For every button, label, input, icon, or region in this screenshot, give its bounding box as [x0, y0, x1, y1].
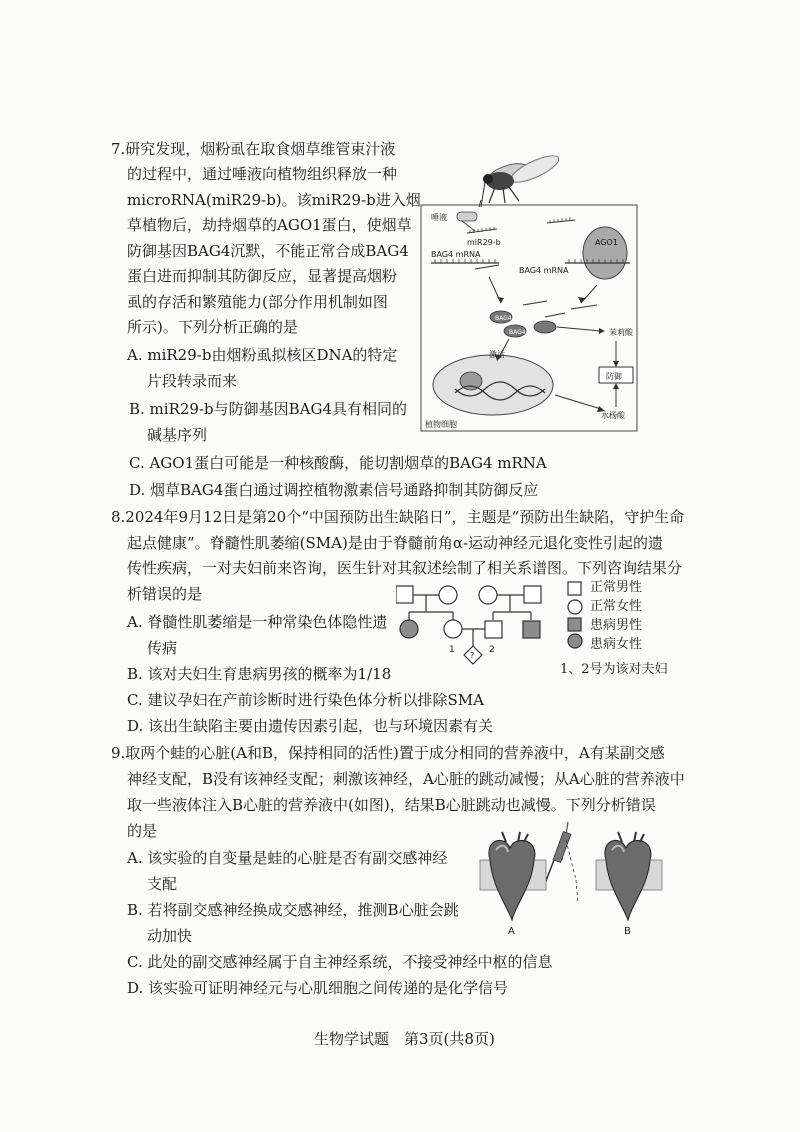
q7-line: 草植物后，劫持烟草的AGO1蛋白，使烟草 [127, 216, 412, 234]
q7-option-d: D. 烟草BAG4蛋白通过调控植物激素信号通路抑制其防御反应 [129, 481, 539, 499]
pedigree-chart [396, 576, 556, 674]
q7-option-a-cont: 片段转录而来 [147, 372, 238, 390]
plant-nucleus [433, 355, 553, 415]
q9-option-b: B. 若将副交感神经换成交感神经，推测B心脏会跳 [127, 901, 459, 919]
pedigree-unknown-mark: ? [470, 651, 475, 660]
pedigree-normal-female [439, 586, 457, 604]
bag4-mrna-bound-label: BAG4 mRNA [519, 266, 569, 275]
q9-option-a-cont: 支配 [147, 875, 178, 893]
plant-cell-label: 植物细胞 [425, 420, 457, 429]
q8-line: 起点健康”。脊髓性肌萎缩(SMA)是由于脊髓前角α-运动神经元退化变性引起的遗 [127, 534, 664, 552]
legend-affected-male: 患病男性 [590, 618, 643, 633]
mirna-label: miR29-b [467, 238, 501, 247]
pedigree-label-1: 1 [449, 645, 455, 655]
pedigree-normal-male [396, 586, 413, 603]
bag4-label: BAG4 [509, 329, 526, 336]
q8-option-a-cont: 传病 [147, 639, 178, 657]
pedigree-normal-male [524, 586, 541, 603]
q9-hearts-figure [470, 820, 670, 938]
defense-label: 防御 [606, 372, 622, 381]
heart-a-label: A [508, 926, 515, 937]
q9-option-d: D. 该实验可证明神经元与心肌细胞之间传递的是化学信号 [127, 979, 509, 997]
jasmonic-acid-label: 茉莉酸 [609, 328, 633, 337]
q7-line: 的过程中，通过唾液向植物组织释放一种 [127, 165, 398, 183]
q7-line: 7.研究发现，烟粉虱在取食烟草维管束汁液 [111, 140, 396, 158]
q7-option-b-cont: 碱基序列 [147, 426, 208, 444]
q8-line: 传性疾病，一对夫妇前来咨询，医生针对其叙述绘制了相关系谱图。下列咨询结果分 [127, 559, 683, 577]
pedigree-affected-female [400, 620, 418, 638]
q8-option-a: A. 脊髓性肌萎缩是一种常染色体隐性遗 [127, 613, 388, 631]
q7-option-b: B. miR29-b与防御基因BAG4具有相同的 [129, 400, 408, 418]
pedigree-affected-male [523, 621, 540, 638]
q9-line: 的是 [127, 822, 158, 840]
pedigree-normal-female [479, 586, 497, 604]
q7-line: 防御基因BAG4沉默，不能正常合成BAG4 [127, 242, 409, 260]
q9-option-b-cont: 动加快 [147, 927, 193, 945]
q7-option-a: A. miR29-b由烟粉虱拟核区DNA的特定 [127, 346, 398, 364]
page-footer: 生物学试题 第3页(共8页) [314, 1030, 495, 1048]
heart-b [596, 832, 662, 920]
q7-line: 所示)。下列分析正确的是 [127, 318, 298, 336]
q7-line: 虱的存活和繁殖能力(部分作用机制如图 [127, 293, 388, 311]
pedigree-wife [444, 620, 462, 638]
q7-line: microRNA(miR29-b)。该miR29-b进入烟 [127, 191, 421, 209]
q9-option-c: C. 此处的副交感神经属于自主神经系统，不接受神经中枢的信息 [127, 953, 553, 971]
pedigree-note: 1、2号为该对夫妇 [560, 662, 668, 677]
salicylic-acid-label: 水杨酸 [601, 411, 625, 420]
q8-option-b: B. 该对夫妇生育患病男孩的概率为1/18 [127, 665, 392, 683]
q8-line: 8.2024年9月12日是第20个“中国预防出生缺陷日”，主题是“预防出生缺陷，守护生命 [111, 508, 685, 526]
bag4-mrna-label: BAG4 mRNA [431, 250, 481, 259]
pedigree-legend-symbols [567, 581, 583, 649]
q9-option-a: A. 该实验的自变量是蛙的心脏是否有副交感神经 [127, 849, 448, 867]
pedigree-husband [485, 621, 502, 638]
heart-a [480, 832, 546, 920]
saliva-label: 唾液 [431, 213, 447, 222]
activate-label: 激活 [489, 350, 505, 359]
ago1-label: AGO1 [595, 238, 618, 247]
q9-line: 9.取两个蛙的心脏(A和B，保持相同的活性)置于成分相同的营养液中，A有某副交感 [111, 744, 665, 762]
legend-normal-female: 正常女性 [590, 599, 643, 614]
q7-option-c: C. AGO1蛋白可能是一种核酸酶，能切割烟草的BAG4 mRNA [129, 454, 547, 472]
legend-normal-male: 正常男性 [590, 580, 643, 595]
q8-line: 析错误的是 [127, 585, 203, 603]
q9-line: 神经支配，B没有该神经支配；刺激该神经，A心脏的跳动减慢；从A心脏的营养液中 [127, 770, 685, 788]
legend-affected-female: 患病女性 [590, 637, 643, 652]
q8-option-d: D. 该出生缺陷主要由遗传因素引起，也与环境因素有关 [127, 717, 494, 735]
q7-line: 蛋白进而抑制其防御反应，显著提高烟粉 [127, 267, 398, 285]
q9-line: 取一些液体注入B心脏的营养液中(如图)，结果B心脏跳动也减慢。下列分析错误 [127, 796, 656, 814]
pedigree-label-2: 2 [489, 645, 495, 655]
bag4-label: BAG4 [495, 315, 512, 322]
q8-option-c: C. 建议孕妇在产前诊断时进行染色体分析以排除SMA [127, 691, 484, 709]
dropper-icon [544, 822, 571, 886]
ago1-protein [583, 227, 627, 279]
whitefly-icon [481, 151, 562, 207]
heart-b-label: B [624, 926, 631, 937]
q7-mechanism-figure [415, 145, 645, 435]
